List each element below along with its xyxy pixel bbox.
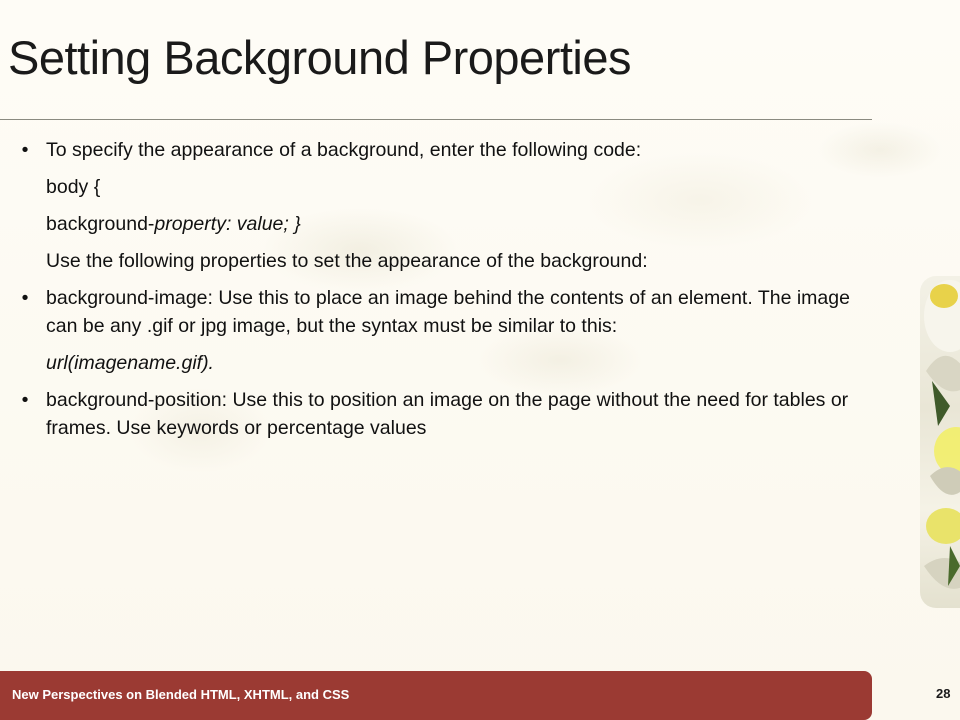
page-number: 28 [936, 686, 951, 701]
footer-bar [0, 671, 872, 720]
flower-image [920, 276, 960, 608]
code-prefix: background- [46, 213, 155, 235]
bullet-text: To specify the appearance of a background, enter the following code: [46, 139, 642, 161]
footer-text: New Perspectives on Blended HTML, XHTML, and CSS [12, 687, 350, 702]
slide-body [18, 136, 878, 451]
slide-title: Setting Background Properties [8, 31, 631, 84]
title-divider [0, 119, 872, 120]
bullet-item-3 [18, 386, 878, 442]
bullet-icon: • [21, 139, 29, 161]
bullet-icon: • [21, 389, 29, 411]
bullet-text: background-image: Use this to place an image behind the contents of an element. The image can be any .gif or jpg image, but the syntax must be similar to this: [46, 287, 850, 337]
flower-graphic [920, 276, 960, 608]
note-line: Use the following properties to set the appearance of the background: [46, 250, 648, 272]
code-line-1: body { [46, 176, 101, 198]
url-example: url(imagename.gif). [46, 352, 214, 374]
bullet-item-1 [18, 136, 878, 164]
code-line-2 [18, 210, 878, 238]
bullet-text: background-position: Use this to position an image on the page without the need for tables or frames. Use keywords or percentage values [46, 389, 849, 439]
code-italic: property: value; } [154, 213, 301, 235]
bullet-icon: • [21, 287, 29, 309]
bullet-item-2 [18, 284, 878, 340]
